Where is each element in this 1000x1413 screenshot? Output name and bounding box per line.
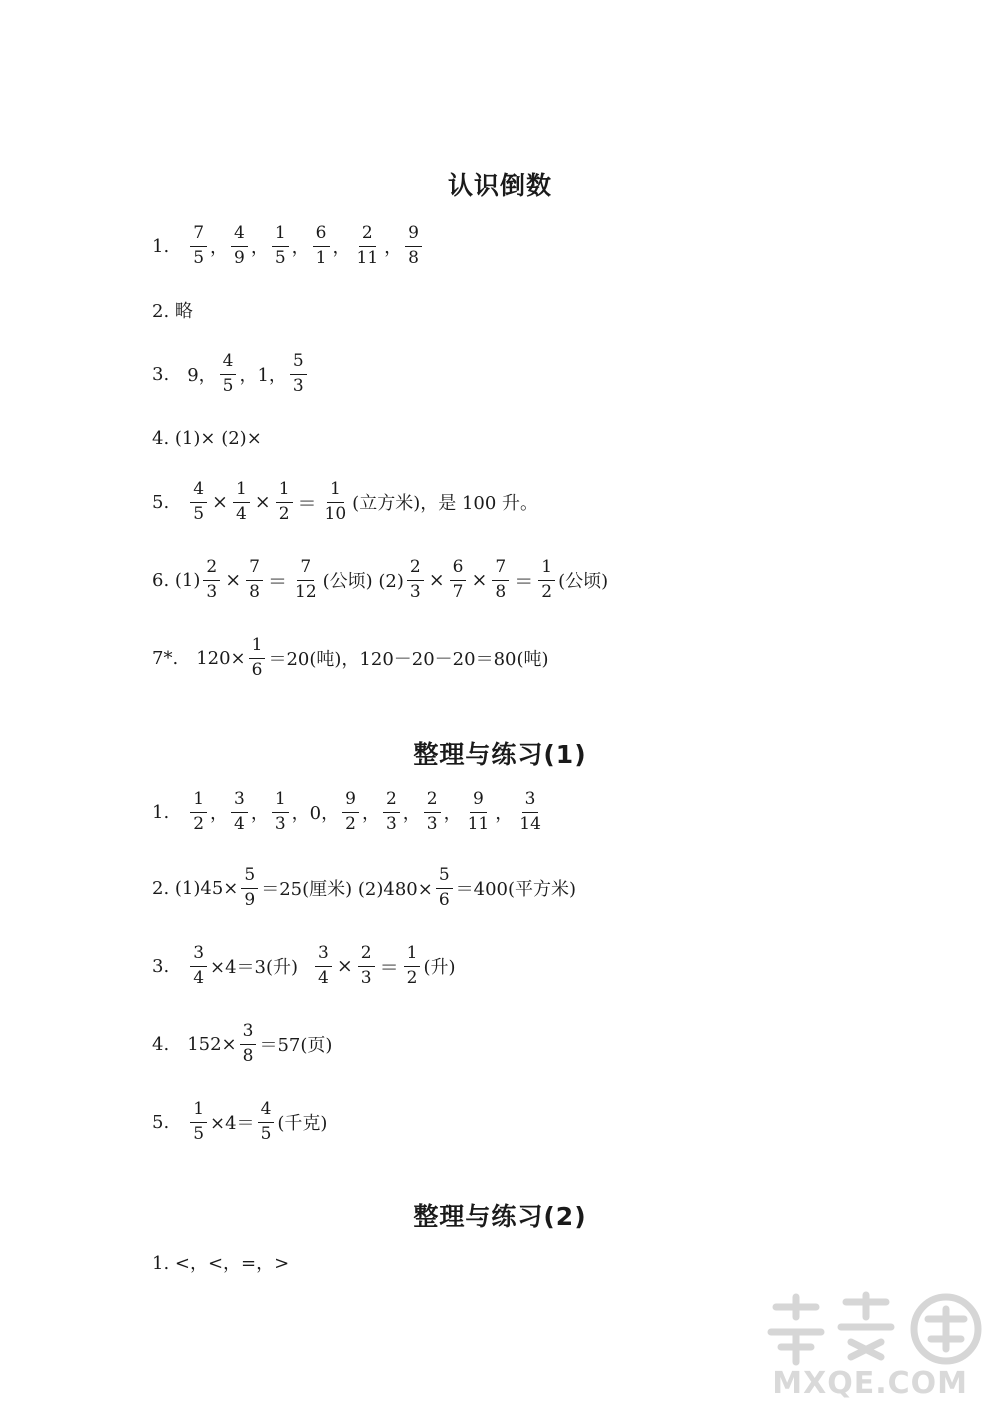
comma: ， (210, 237, 229, 258)
fraction: $\frac{1}{2}$ (538, 558, 555, 602)
fraction: $\frac{2}{3}$ (358, 944, 375, 988)
s1-question-6 (152, 550, 608, 610)
section-title-review-1: 整理与练习(1) (413, 740, 587, 769)
times-sign: × (428, 569, 445, 591)
fraction: $\frac{1}{2}$ (276, 480, 293, 524)
fraction: $\frac{5}{9}$ (241, 866, 258, 910)
watermark-logo-icon (756, 1287, 986, 1367)
q-text: 0， (309, 803, 340, 824)
fraction: $\frac{3}{8}$ (240, 1022, 257, 1066)
q-label: 5. (152, 1111, 170, 1133)
q-text: ＝25(厘米) (2)480× (261, 879, 433, 900)
s1-question-4 (152, 408, 262, 468)
fraction: $\frac{6}{1}$ (313, 224, 330, 268)
comma: ， (361, 803, 380, 824)
s2-question-2 (152, 858, 576, 918)
q-text: (公顷) (2) (322, 571, 404, 592)
q-text: 2. 略 (152, 301, 193, 322)
q-label: 7*. (152, 647, 179, 669)
s2-question-5 (152, 1092, 327, 1152)
fraction: $\frac{2}{3}$ (383, 790, 400, 834)
fraction: $\frac{1}{4}$ (233, 480, 250, 524)
comma: ， (384, 237, 403, 258)
equals-sign: ＝ (267, 570, 287, 593)
fraction: $\frac{1}{2}$ (404, 944, 421, 988)
comma: ， (210, 803, 229, 824)
comma: ， (495, 803, 514, 824)
s2-question-1 (152, 782, 547, 842)
q-text: (立方米)，是 100 升。 (352, 493, 539, 514)
comma: ， (291, 803, 310, 824)
fraction: $\frac{1}{5}$ (272, 224, 289, 268)
q-text: 4. (1)× (2)× (152, 427, 262, 449)
fraction: $\frac{7}{12}$ (295, 556, 317, 602)
fraction: $\frac{5}{6}$ (436, 866, 453, 910)
fraction: $\frac{9}{2}$ (342, 790, 359, 834)
q-text: 1. <，<，=，> (152, 1253, 290, 1274)
q-label: 3. (152, 363, 170, 385)
s1-question-5 (152, 472, 538, 532)
comma: ， (443, 803, 462, 824)
s2-question-3 (152, 936, 456, 996)
equals-sign: ＝ (379, 956, 399, 979)
section-title-review-2: 整理与练习(2) (413, 1202, 587, 1231)
q-text: (千克) (277, 1113, 328, 1134)
q-text: 120× (196, 647, 246, 669)
q-text: 9， (187, 365, 217, 386)
fraction: $\frac{3}{14}$ (519, 788, 541, 834)
comma: ， (250, 803, 269, 824)
comma: ， (332, 237, 351, 258)
q-text: ＝20(吨)，120－20－20＝80(吨) (268, 649, 549, 670)
fraction: $\frac{4}{5}$ (190, 480, 207, 524)
q-label: 5. (152, 491, 170, 513)
times-sign: × (212, 491, 228, 513)
times-sign: × (225, 569, 242, 591)
fraction: $\frac{6}{7}$ (450, 558, 467, 602)
times-sign: × (336, 955, 353, 977)
fraction: $\frac{4}{5}$ (258, 1100, 275, 1144)
fraction: $\frac{7}{5}$ (190, 224, 207, 268)
fraction: $\frac{1}{6}$ (249, 636, 266, 680)
q-text: ＝57(页) (259, 1035, 333, 1056)
fraction: $\frac{3}{4}$ (315, 944, 332, 988)
comma: ， (402, 803, 421, 824)
q-text: 152× (187, 1033, 237, 1055)
s1-question-7 (152, 628, 549, 688)
q-label: 2. (1)45× (152, 877, 239, 899)
q-text: ×4＝3(升) (210, 957, 299, 978)
watermark-text: MXQE.COM (772, 1366, 968, 1401)
fraction: $\frac{1}{3}$ (272, 790, 289, 834)
fraction: $\frac{2}{3}$ (407, 558, 424, 602)
fraction: $\frac{5}{3}$ (290, 352, 307, 396)
comma: ， (291, 237, 310, 258)
watermark (756, 1287, 986, 1407)
s1-question-2 (152, 280, 193, 340)
q-text: (升) (423, 957, 456, 978)
fraction: $\frac{9}{8}$ (405, 224, 422, 268)
q-label: 1. (152, 801, 170, 823)
times-sign: × (471, 569, 488, 591)
equals-sign: ＝ (514, 570, 534, 593)
fraction: $\frac{3}{4}$ (231, 790, 248, 834)
comma: ， (250, 237, 269, 258)
s3-question-1 (152, 1232, 289, 1292)
q-text: ，1， (239, 365, 287, 386)
fraction: $\frac{2}{3}$ (424, 790, 441, 834)
fraction: $\frac{7}{8}$ (492, 558, 509, 602)
equals-sign: ＝ (297, 492, 317, 515)
times-sign: × (254, 491, 271, 513)
fraction: $\frac{1}{2}$ (190, 790, 207, 834)
fraction: $\frac{4}{5}$ (220, 352, 237, 396)
fraction: $\frac{7}{8}$ (246, 558, 263, 602)
q-label: 3. (152, 955, 170, 977)
fraction: $\frac{1}{5}$ (190, 1100, 207, 1144)
fraction: $\frac{3}{4}$ (190, 944, 207, 988)
fraction: $\frac{2}{11}$ (356, 222, 379, 268)
fraction: $\frac{4}{9}$ (231, 224, 248, 268)
q-label: 6. (1) (152, 569, 201, 591)
section-title-reciprocal: 认识倒数 (447, 171, 552, 200)
fraction: $\frac{9}{11}$ (467, 788, 490, 834)
q-label: 1. (152, 235, 170, 257)
fraction: $\frac{2}{3}$ (203, 558, 220, 602)
q-text: (公顷) (558, 571, 609, 592)
q-text: ＝400(平方米) (455, 879, 577, 900)
s2-question-4 (152, 1014, 332, 1074)
s1-question-3 (152, 344, 310, 404)
q-label: 4. (152, 1033, 170, 1055)
s1-question-1 (152, 216, 425, 276)
q-text: ×4＝ (210, 1113, 255, 1134)
fraction: $\frac{1}{10}$ (324, 478, 347, 524)
